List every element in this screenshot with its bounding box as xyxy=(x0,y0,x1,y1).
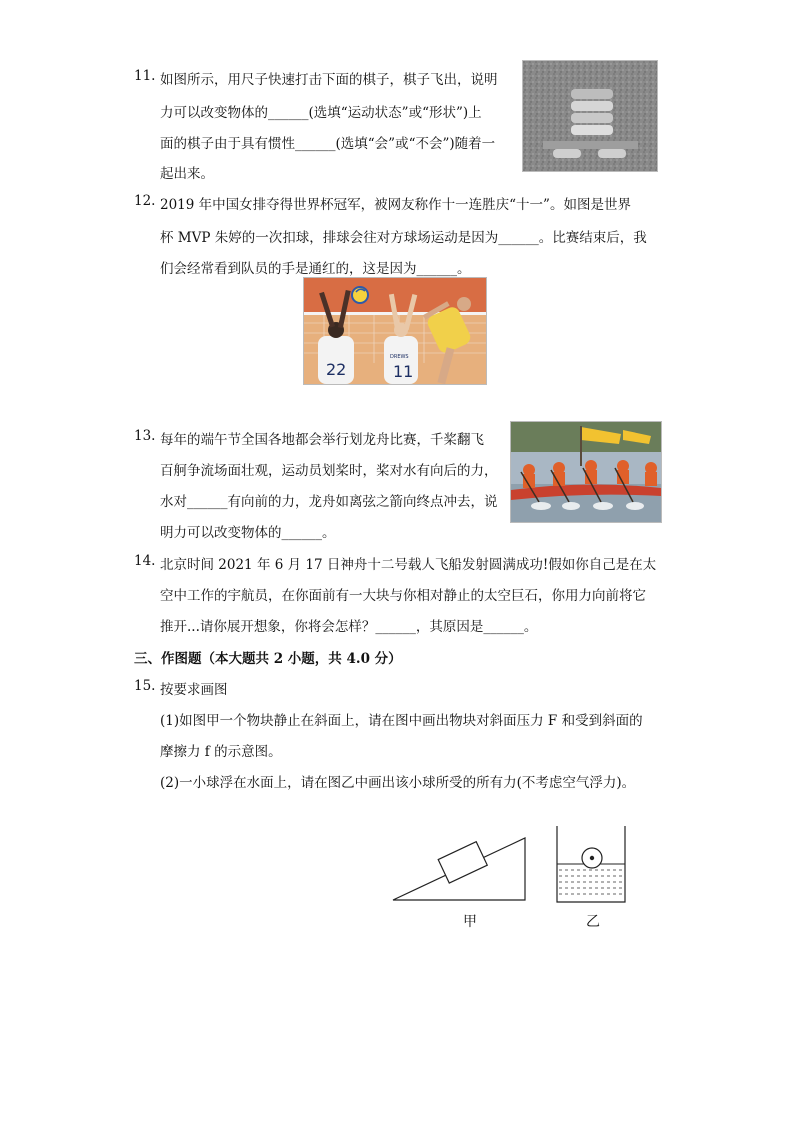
q13-line-1: 每年的端午节全国各地都会举行划龙舟比赛，千桨翻飞 xyxy=(160,432,484,448)
dragon-boat-photo xyxy=(510,421,662,523)
q11-line-4: 起出来。 xyxy=(160,166,214,182)
q15-title: 按要求画图 xyxy=(160,682,228,698)
q13-line-2: 百舸争流场面壮观，运动员划桨时，桨对水有向后的力， xyxy=(160,463,498,479)
q15-number: 15. xyxy=(134,678,156,694)
q15-line-1: (1)如图甲一个物块静止在斜面上，请在图中画出物块对斜面压力 F 和受到斜面的 xyxy=(160,713,643,729)
q12-line-1: 2019 年中国女排夺得世界杯冠军，被网友称作十一连胜庆“十一”。如图是世界 xyxy=(160,197,631,213)
q12-number: 12. xyxy=(134,193,156,209)
section-3-heading: 三、作图题（本大题共 2 小题，共 4.0 分） xyxy=(134,651,402,667)
q14-line-3: 推开...请你展开想象，你将会怎样？______，其原因是______。 xyxy=(160,619,538,635)
floating-ball-diagram xyxy=(555,826,627,904)
volleyball-spike-photo xyxy=(303,277,487,385)
q14-line-1: 北京时间 2021 年 6 月 17 日神舟十二号载人飞船发射圆满成功!假如你自己是在太 xyxy=(160,557,657,573)
q14-number: 14. xyxy=(134,553,156,569)
q11-line-3: 面的棋子由于具有惯性______(选填“会”或“不会”)随着一 xyxy=(160,136,496,152)
q13-line-3: 水对______有向前的力，龙舟如离弦之箭向终点冲去，说 xyxy=(160,494,498,510)
q13-line-4: 明力可以改变物体的______。 xyxy=(160,525,336,541)
q14-line-2: 空中工作的宇航员，在你面前有一大块与你相对静止的太空巨石，你用力向前将它 xyxy=(160,588,646,604)
caption-yi: 乙 xyxy=(586,914,600,930)
q12-line-2: 杯 MVP 朱婷的一次扣球，排球会往对方球场运动是因为______。比赛结束后，我 xyxy=(160,230,647,246)
jersey-number-22: 22 xyxy=(326,360,347,379)
q12-line-3: 们会经常看到队员的手是通红的，这是因为______。 xyxy=(160,261,471,277)
q11-number: 11. xyxy=(134,68,156,84)
q11-line-2: 力可以改变物体的______(选填“运动状态”或“形状”)上 xyxy=(160,105,482,121)
q15-line-3: (2)一小球浮在水面上，请在图乙中画出该小球所受的所有力(不考虑空气浮力)。 xyxy=(160,775,636,791)
q13-number: 13. xyxy=(134,428,156,444)
caption-jia: 甲 xyxy=(463,914,477,930)
jersey-name: DREWS xyxy=(390,354,409,360)
chess-pieces-photo xyxy=(522,60,658,172)
q11-line-1: 如图所示，用尺子快速打击下面的棋子，棋子飞出，说明 xyxy=(160,72,498,88)
q15-line-2: 摩擦力 f 的示意图。 xyxy=(160,744,282,760)
jersey-number-11: 11 xyxy=(393,362,414,381)
incline-diagram xyxy=(390,820,530,905)
